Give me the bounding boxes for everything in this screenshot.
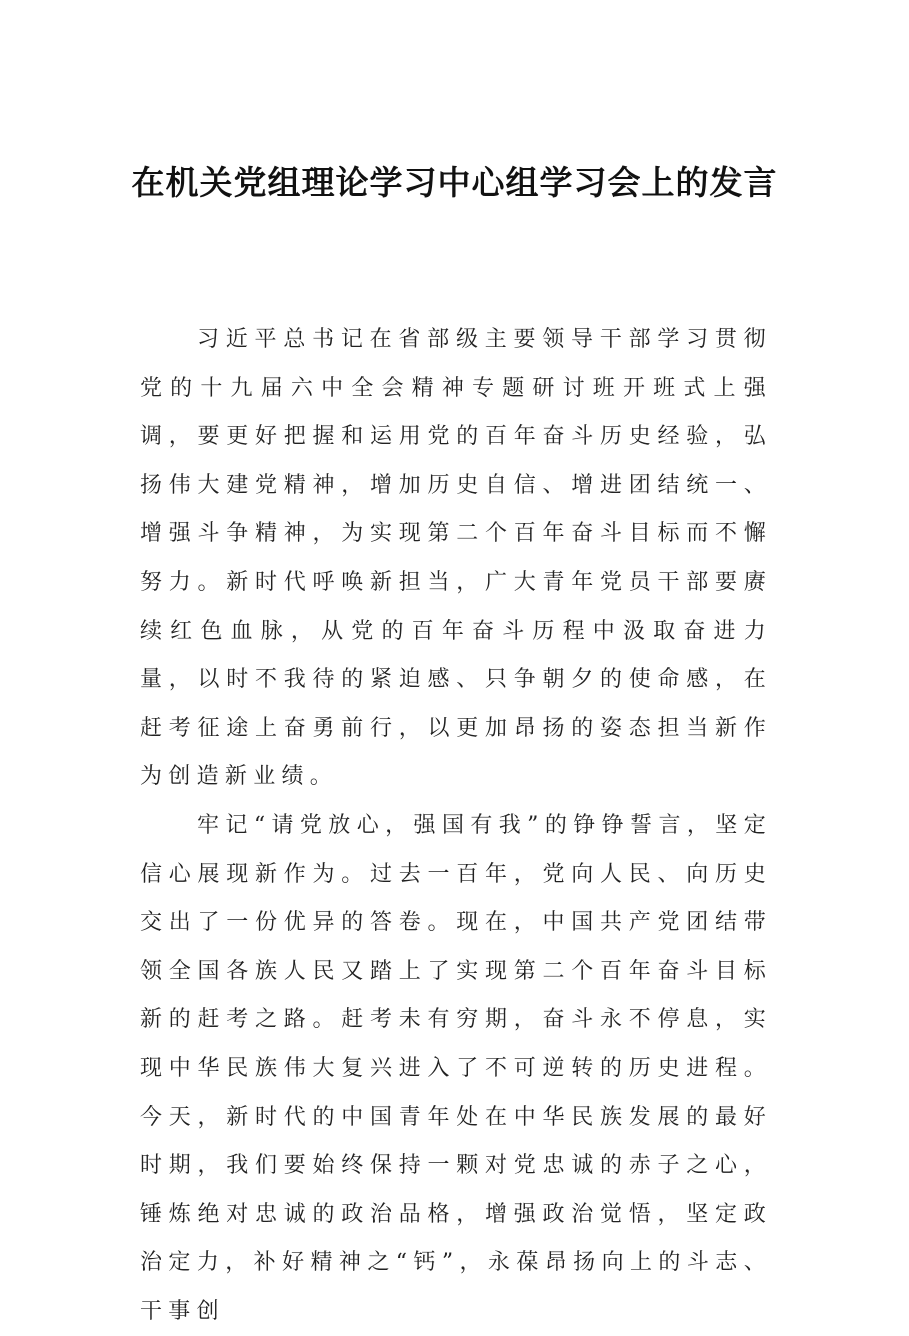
paragraph: 牢记“请党放心，强国有我”的铮铮誓言，坚定信心展现新作为。过去一百年，党向人民、向历史交出了一份优异的答卷。现在，中国共产党团结带领全国各族人民又踏上了实现第二个百年奋斗目标新的赶考之路。赶考未有穷期，奋斗永不停息，实现中华民族伟大复兴进入了不可逆转的历史进程。今天，新时代的中国青年处在中华民族发展的最好时期，我们要始终保持一颗对党忠诚的赤子之心，锤炼绝对忠诚的政治品格，增强政治觉悟，坚定政治定力，补好精神之“钙”，永葆昂扬向上的斗志、干事创 [140, 812, 772, 1324]
paragraph: 习近平总书记在省部级主要领导干部学习贯彻党的十九届六中全会精神专题研讨班开班式上强调，要更好把握和运用党的百年奋斗历史经验，弘扬伟大建党精神，增加历史自信、增进团结统一、增强斗争精神，为实现第二个百年奋斗目标而不懈努力。新时代呼唤新担当，广大青年党员干部要赓续红色血脉，从党的百年奋斗历程中汲取奋进力量，以时不我待的紧迫感、只争朝夕的使命感，在赶考征途上奋勇前行，以更加昂扬的姿态担当新作为创造新业绩。 [140, 327, 772, 790]
document-body [140, 316, 772, 1336]
document-title: 在机关党组理论学习中心组学习会上的发言 [131, 163, 778, 202]
